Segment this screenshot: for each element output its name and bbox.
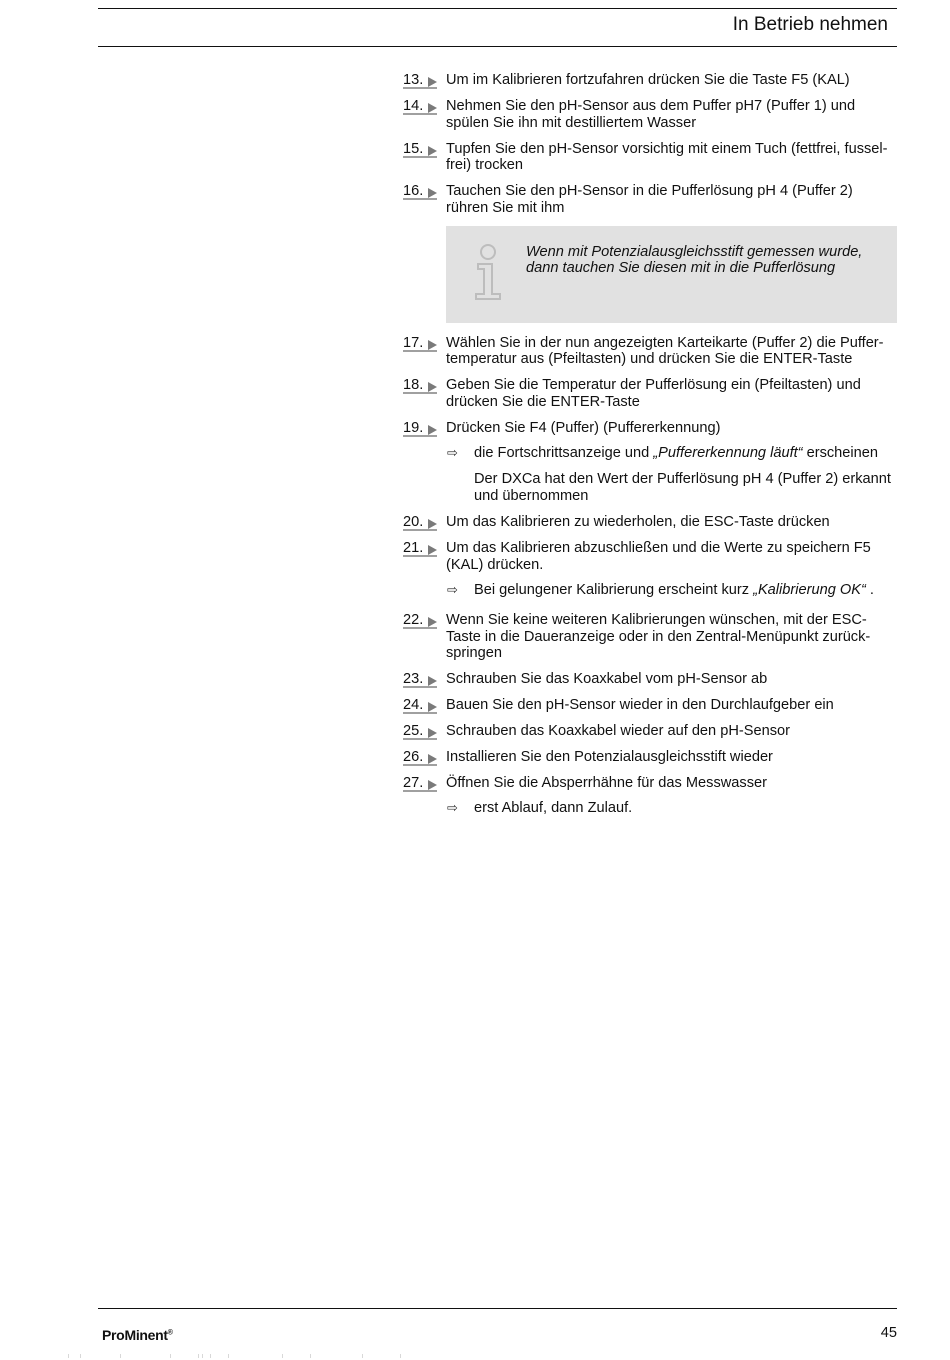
step-number: 23. xyxy=(403,671,437,688)
step-number: 16. xyxy=(403,183,437,200)
step-number: 13. xyxy=(403,72,437,89)
status-text: „Kalibrierung OK“ xyxy=(753,581,866,598)
step-item xyxy=(403,540,897,573)
print-marks xyxy=(60,1354,420,1358)
step-arrow-icon xyxy=(428,340,437,350)
step-text: Installieren Sie den Potenzialausgleichsstift wieder xyxy=(446,749,773,765)
step-number: 17. xyxy=(403,335,437,352)
step-arrow-icon xyxy=(428,77,437,87)
step-arrow-icon xyxy=(428,702,437,712)
step-item xyxy=(403,420,897,437)
info-note-text: Wenn mit Potenzialausgleichsstift gemessen wurde, dann tauchen Sie diesen mit in die Pufferlösung xyxy=(526,243,863,276)
step-arrow-icon xyxy=(428,754,437,764)
step-arrow-icon xyxy=(428,188,437,198)
step-text: Schrauben Sie das Koaxkabel vom pH-Sensor ab xyxy=(446,671,768,687)
steps-group-b xyxy=(403,335,897,437)
step-arrow-icon xyxy=(428,519,437,529)
step-text: Öffnen Sie die Absperrhähne für das Messwasser xyxy=(446,775,767,791)
status-text: „Puffererkennung läuft“ xyxy=(653,444,803,461)
step-arrow-icon xyxy=(428,617,437,627)
step-text: Tauchen Sie den pH-Sensor in die Pufferlösung pH 4 (Puffer 2) rühren Sie mit ihm xyxy=(446,183,853,216)
step-text: Um im Kalibrieren fortzufahren drücken Sie die Taste F5 (KAL) xyxy=(446,72,850,88)
page-header-title: In Betrieb nehmen xyxy=(732,14,888,35)
step-item xyxy=(403,514,897,531)
step-number: 25. xyxy=(403,723,437,740)
step-item xyxy=(403,749,897,766)
steps-group-d xyxy=(403,612,897,792)
result-arrow-icon: ⇨ xyxy=(447,581,458,597)
step-text: Wählen Sie in der nun angezeigten Karteikarte (Puffer 2) die Puffertemperatur aus (Pfeiltasten) und drücken Sie die ENTER-Taste xyxy=(446,334,884,367)
step-number: 20. xyxy=(403,514,437,531)
step-text: Bauen Sie den pH-Sensor wieder in den Durchlaufgeber ein xyxy=(446,697,834,713)
footer-rule xyxy=(98,1308,897,1309)
info-note xyxy=(446,226,897,323)
step-text: Um das Kalibrieren zu wiederholen, die ESC-Taste drücken xyxy=(446,514,830,530)
step-arrow-icon xyxy=(428,146,437,156)
step-number: 19. xyxy=(403,420,437,437)
page-number: 45 xyxy=(880,1325,897,1341)
step-arrow-icon xyxy=(428,425,437,435)
step-item xyxy=(403,377,897,410)
steps-group-c xyxy=(403,514,897,573)
step-arrow-icon xyxy=(428,780,437,790)
prominent-logo: ProMinent® xyxy=(102,1327,173,1343)
step-item xyxy=(403,723,897,740)
info-icon xyxy=(472,244,504,302)
step-arrow-icon xyxy=(428,676,437,686)
result-19-note: Der DXCa hat den Wert der Pufferlösung pH 4 (Puffer 2) erkannt und übernommen xyxy=(474,471,891,504)
step-number: 15. xyxy=(403,141,437,158)
step-text: Geben Sie die Temperatur der Pufferlösung ein (Pfeiltasten) und drücken Sie die ENTER-Taste xyxy=(446,377,861,410)
step-number: 24. xyxy=(403,697,437,714)
step-item xyxy=(403,612,897,662)
step-text: Um das Kalibrieren abzuschließen und die Werte zu speichern F5 (KAL) drücken. xyxy=(446,540,871,573)
instruction-list xyxy=(403,72,897,827)
header-top-rule xyxy=(98,8,897,9)
step-number: 26. xyxy=(403,749,437,766)
step-number: 21. xyxy=(403,540,437,557)
header-bottom-rule xyxy=(98,46,897,47)
step-text: Tupfen Sie den pH-Sensor vorsichtig mit einem Tuch (fettfrei, fusselfrei) trocken xyxy=(446,140,888,173)
step-item xyxy=(403,141,897,174)
step-arrow-icon xyxy=(428,382,437,392)
step-number: 14. xyxy=(403,98,437,115)
step-item xyxy=(403,183,897,216)
step-item xyxy=(403,671,897,688)
step-item xyxy=(403,697,897,714)
step-text: Drücken Sie F4 (Puffer) (Puffererkennung) xyxy=(446,419,721,436)
step-number: 22. xyxy=(403,612,437,629)
step-text: Nehmen Sie den pH-Sensor aus dem Puffer pH7 (Puffer 1) und spülen Sie ihn mit destilliertem Wasser xyxy=(446,98,856,131)
step-arrow-icon xyxy=(428,545,437,555)
step-arrow-icon xyxy=(428,728,437,738)
steps-group-a xyxy=(403,72,897,216)
result-arrow-icon: ⇨ xyxy=(447,444,458,460)
step-text: Schrauben das Koaxkabel wieder auf den pH-Sensor xyxy=(446,723,790,739)
step-item xyxy=(403,98,897,131)
result-arrow-icon: ⇨ xyxy=(447,800,458,815)
step-item xyxy=(403,72,897,89)
step-item xyxy=(403,335,897,368)
step-arrow-icon xyxy=(428,103,437,113)
result-19: ⇨ die Fortschrittsanzeige und „Puffererkennung läuft“ erscheinen xyxy=(447,444,878,461)
step-number: 18. xyxy=(403,377,437,394)
step-number: 27. xyxy=(403,775,437,792)
result-21: ⇨ Bei gelungener Kalibrierung erscheint kurz „Kalibrierung OK“ . xyxy=(447,581,874,598)
step-text: Wenn Sie keine weiteren Kalibrierungen wünschen, mit der ESC-Taste in die Daueranzeige oder in den Zentral-Menüpunkt zurückspringen xyxy=(446,612,871,661)
step-item xyxy=(403,775,897,792)
result-27: ⇨ erst Ablauf, dann Zulauf. xyxy=(447,800,633,816)
